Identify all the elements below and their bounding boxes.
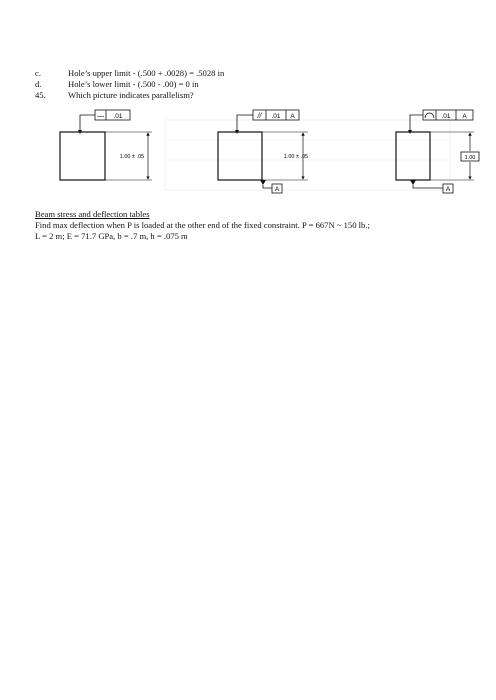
datum-feature-3 bbox=[410, 180, 453, 193]
datum-label-3: A bbox=[445, 186, 451, 193]
fcf3-tolerance: .01 bbox=[441, 113, 451, 120]
part-outline-3 bbox=[396, 132, 430, 180]
problem-line-2: L = 2 m; E = 71.7 GPa, b = .7 m, h = .075 m bbox=[35, 231, 188, 241]
figure-2 bbox=[218, 110, 308, 193]
parallelism-symbol-icon: // bbox=[257, 113, 262, 120]
part-outline-1 bbox=[60, 132, 105, 180]
parallelism-figures bbox=[0, 0, 496, 210]
figure-1 bbox=[60, 110, 152, 180]
section-heading: Beam stress and deflection tables bbox=[35, 209, 150, 219]
feature-control-frame-1 bbox=[95, 110, 130, 120]
fcf1-tolerance: .01 bbox=[113, 113, 123, 120]
item-c-label: c. bbox=[35, 68, 41, 78]
fcf2-datum-ref: A bbox=[290, 113, 295, 120]
datum-label-2: A bbox=[274, 186, 280, 193]
part-outline-2 bbox=[218, 132, 262, 180]
dimension-label-2: 1.00 ± .05 bbox=[283, 154, 309, 160]
item-d-text: Hole’s lower limit - (.500 - .00) = 0 in bbox=[68, 79, 199, 89]
figure-3 bbox=[396, 110, 479, 193]
dimension-label-1: 1.00 ± .05 bbox=[119, 154, 145, 160]
flatness-symbol-icon: — bbox=[97, 113, 104, 120]
dimension-label-3: 1.00 bbox=[464, 155, 476, 161]
item-d-label: d. bbox=[35, 79, 42, 89]
fcf2-tolerance: .01 bbox=[271, 113, 281, 120]
datum-feature-2 bbox=[260, 180, 282, 193]
question-45-text: Which picture indicates parallelism? bbox=[68, 90, 194, 100]
feature-control-frame-3 bbox=[423, 110, 473, 120]
problem-line-1: Find max deflection when P is loaded at the other end of the fixed constraint. P = 667N ~ 150 lb.; bbox=[35, 220, 370, 230]
fcf3-datum-ref: A bbox=[462, 113, 467, 120]
question-45-label: 45. bbox=[35, 90, 46, 100]
feature-control-frame-2 bbox=[253, 110, 299, 120]
item-c-text: Hole’s upper limit - (.500 + .0028) = .5028 in bbox=[68, 68, 225, 78]
